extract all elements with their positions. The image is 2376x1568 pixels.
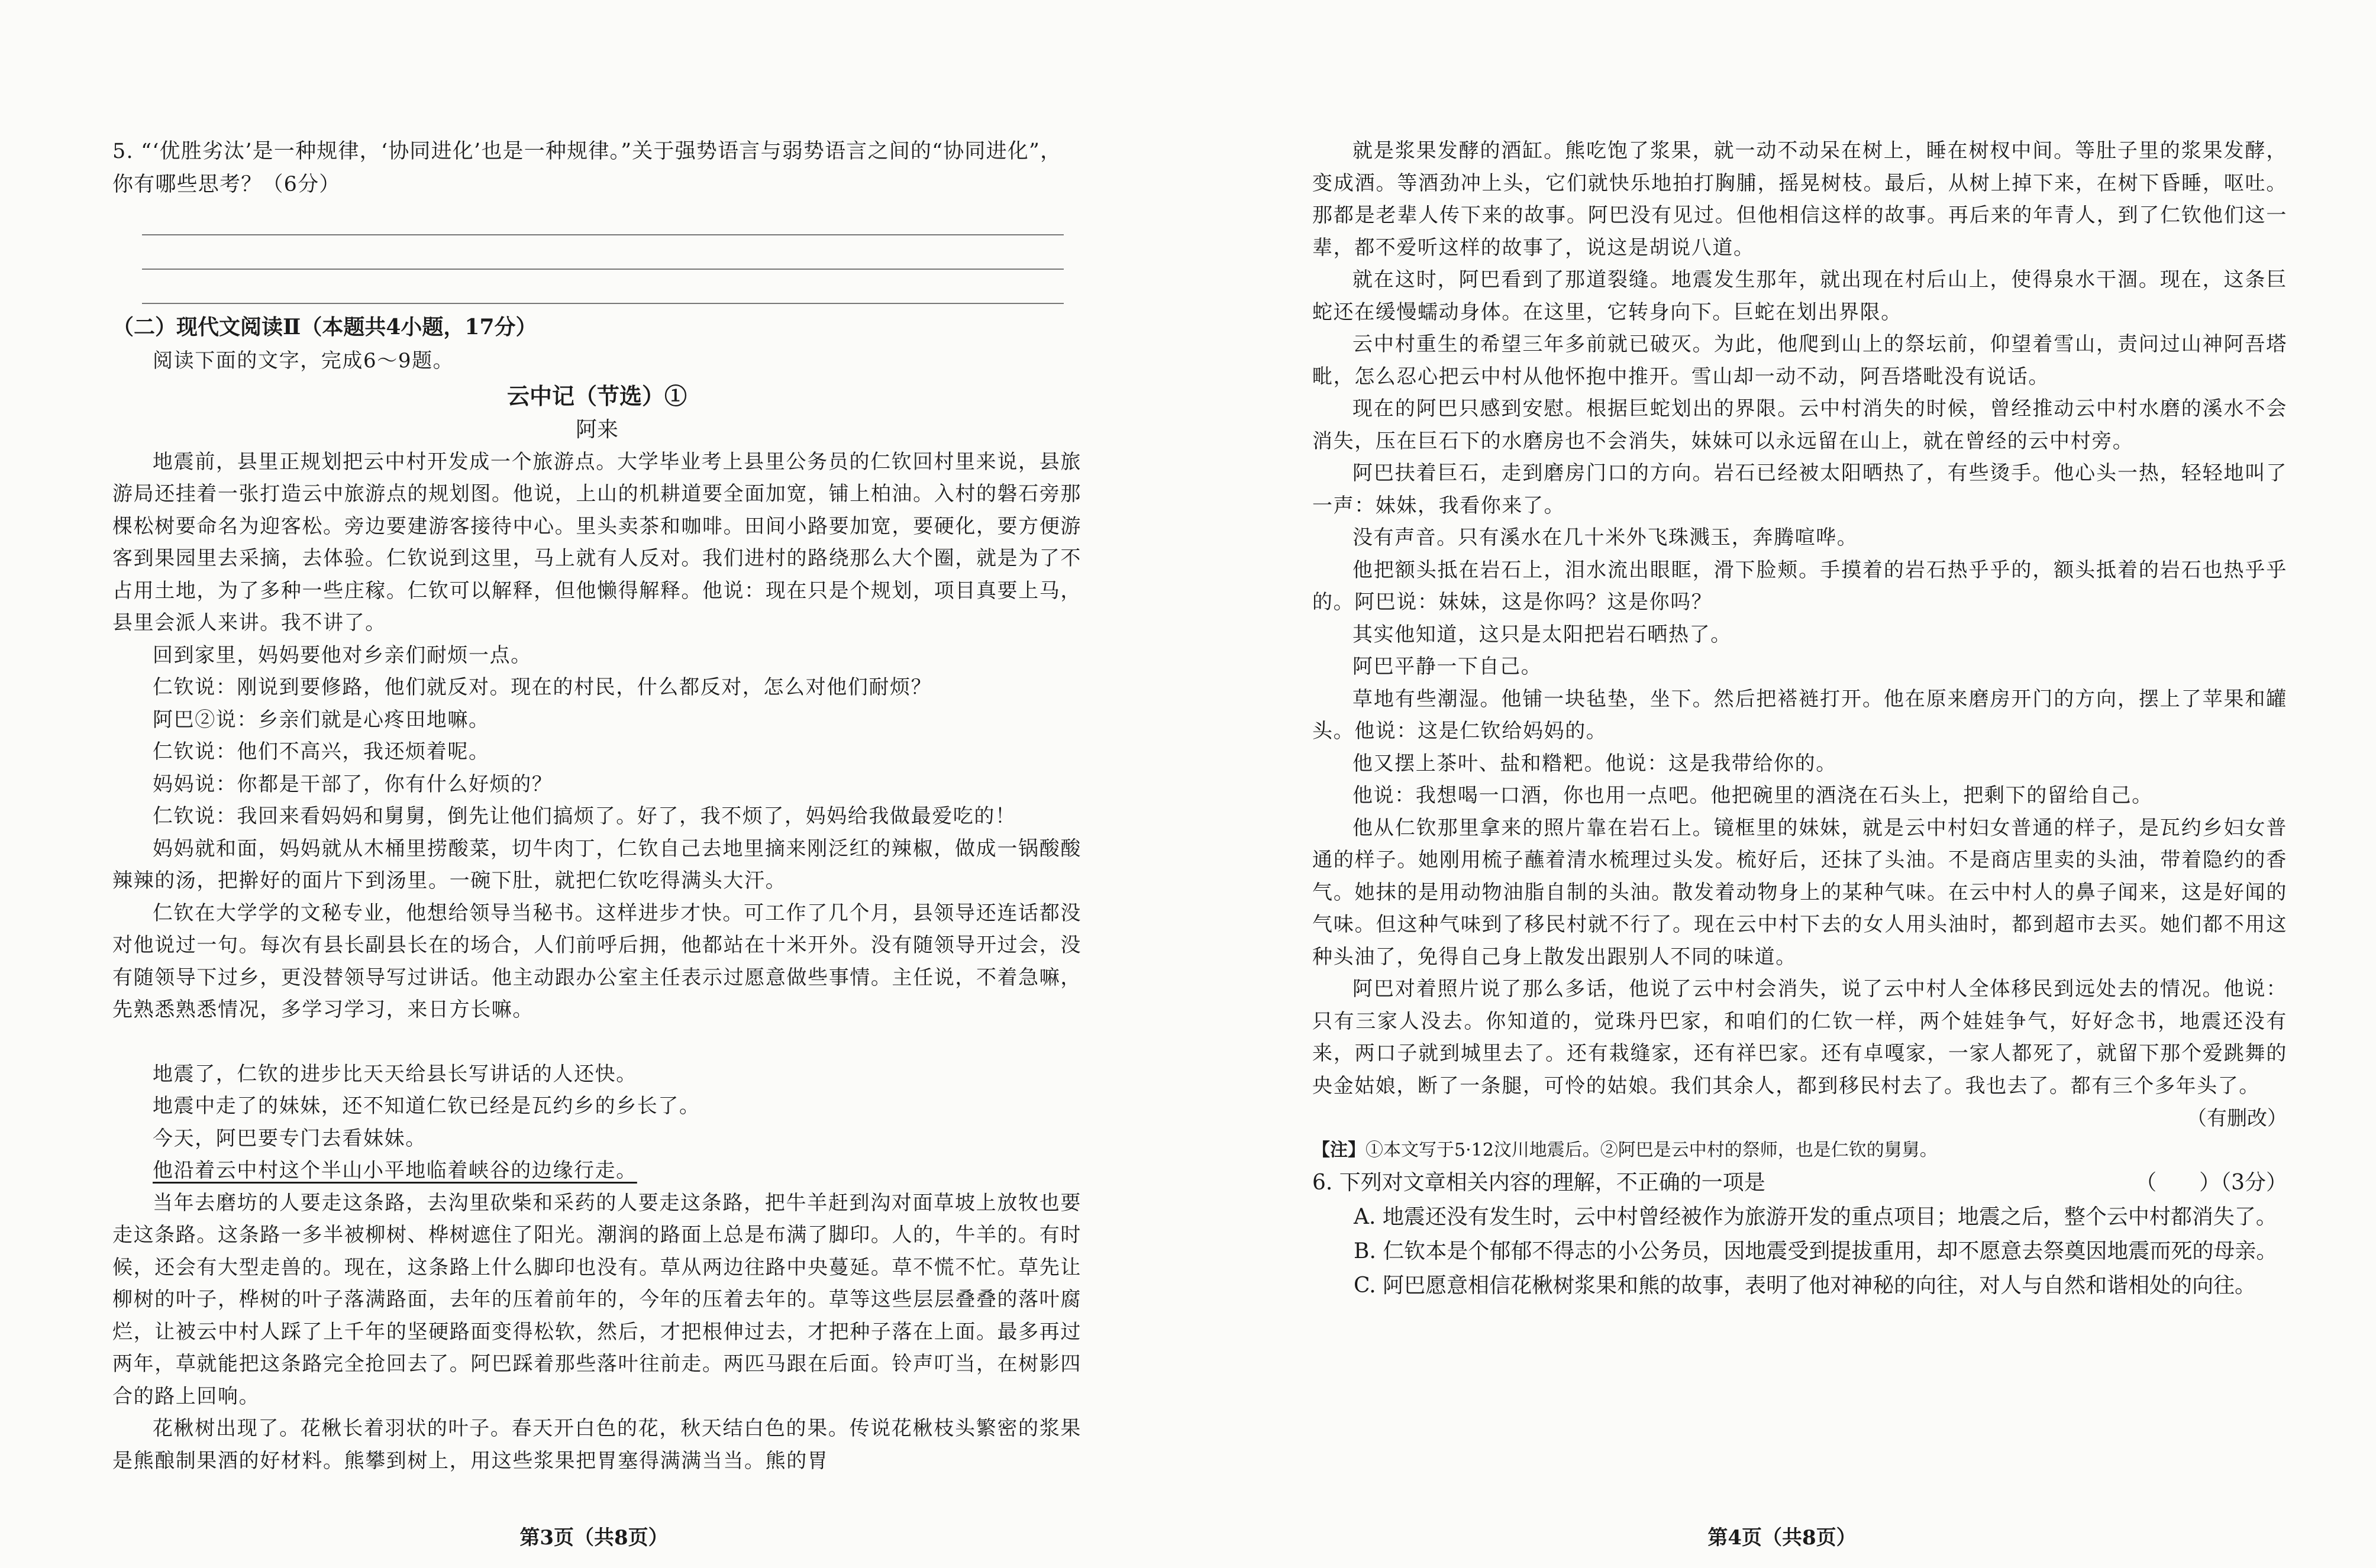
paragraph: 妈妈说：你都是干部了，你有什么好烦的？ — [153, 772, 553, 796]
paragraph: 阿巴对着照片说了那么多话，他说了云中村会消失，说了云中村人全体移民到远处去的情况。他说：只有三家人没去。你知道的，觉珠丹巴家，和咱们的仁钦一样，两个娃娃争气，好好念书，地震还没有来，两口子就到城里去了。还有栽缝家，还有祥巴家。还有卓嘎家，一家人都死了，就留下那个爱跳舞的央金姑娘，断了一条腿，可怜的姑娘。我们其余人，都到移民村去了。我也去了。都有三个多年头了。 — [1312, 977, 2287, 1098]
question-5: 5. “‘优胜劣汰’是一种规律，‘协同进化’也是一种规律。”关于强势语言与弱势语言之间的“协同进化”，你有哪些思考？（6分） — [112, 140, 1062, 196]
paragraph: 地震中走了的妹妹，还不知道仁钦已经是瓦约乡的乡长了。 — [153, 1094, 700, 1118]
page-footer-right: 第4页（共8页） — [1707, 1526, 1857, 1550]
question-6 — [1312, 1166, 2287, 1200]
paragraph: 仁钦在大学学的文秘专业，他想给领导当秘书。这样进步才快。可工作了几个月，县领导还连话都没对他说过一句。每次有县长副县长在的场合，人们前呼后拥，他都站在十米开外。没有随领导开过会，没有随领导下过乡，更没替领导写过讲话。他主动跟办公室主任表示过愿意做些事情。主任说，不着急嘛，先熟悉熟悉情况，多学习学习，来日方长嘛。 — [112, 901, 1082, 1021]
paragraph: 仁钦说：刚说到要修路，他们就反对。现在的村民，什么都反对，怎么对他们耐烦？ — [153, 675, 932, 699]
options-list — [1312, 1200, 2287, 1303]
footnote: 【注】①本文写于5·12汶川地震后。②阿巴是云中村的祭师，也是仁钦的舅舅。 — [1312, 1140, 1938, 1160]
paragraph: 他又摆上茶叶、盐和糌粑。他说：这是我带给你的。 — [1352, 751, 1837, 775]
passage-body-continued — [1312, 135, 2287, 1102]
paragraph: 仁钦说：他们不高兴，我还烦着呢。 — [153, 740, 490, 764]
paragraph: 他把额头抵在岩石上，泪水流出眼眶，滑下脸颊。手摸着的岩石热乎乎的，额头抵着的岩石也热乎乎的。阿巴说：妹妹，这是你吗？这是你吗？ — [1312, 558, 2287, 614]
paragraph: 现在的阿巴只感到安慰。根据巨蛇划出的界限。云中村消失的时候，曾经推动云中村水磨的溪水不会消失，压在巨石下的水磨房也不会消失，妹妹可以永远留在山上，就在曾经的云中村旁。 — [1312, 397, 2287, 453]
paragraph: 当年去磨坊的人要走这条路，去沟里砍柴和采药的人要走这条路，把牛羊赶到沟对面草坡上放牧也要走这条路。这条路一多半被柳树、桦树遮住了阳光。潮润的路面上总是布满了脚印。人的，牛羊的。有时候，还会有大型走兽的。现在，这条路上什么脚印也没有。草从两边往路中央蔓延。草不慌不忙。草先让柳树的叶子，桦树的叶子落满路面，去年的压着前年的，今年的压着去年的。草等这些层层叠叠的落叶腐烂，让被云中村人踩了上千年的坚硬路面变得松软，然后，才把根伸过去，才把种子落在上面。最多再过两年，草就能把这条路完全抢回去了。阿巴踩着那些落叶往前走。两匹马跟在后面。铃声叮当，在树影四合的路上回响。 — [112, 1191, 1082, 1408]
paragraph: 回到家里，妈妈要他对乡亲们耐烦一点。 — [153, 643, 532, 667]
paragraph: 他说：我想喝一口酒，你也用一点吧。他把碗里的酒浇在石头上，把剩下的留给自己。 — [1352, 784, 2153, 807]
paragraph — [112, 1155, 1082, 1187]
question-6-score: （ ）（3分） — [2135, 1171, 2287, 1195]
paragraph: 没有声音。只有溪水在几十米外飞珠溅玉，奔腾喧哗。 — [1352, 526, 1858, 549]
answer-option: B. 仁钦本是个郁郁不得志的小公务员，因地震受到提拔重用，却不愿意去祭奠因地震而死的母亲。 — [1354, 1239, 2278, 1263]
paragraph: 仁钦说：我回来看妈妈和舅舅，倒先让他们搞烦了。好了，我不烦了，妈妈给我做最爱吃的！ — [153, 804, 1016, 828]
passage-title: 云中记（节选）① — [506, 382, 687, 409]
paragraph: 阿巴扶着巨石，走到磨房门口的方向。岩石已经被太阳晒热了，有些烫手。他心头一热，轻轻地叫了一声：妹妹，我看你来了。 — [1312, 461, 2287, 518]
paragraph: 就是浆果发酵的酒缸。熊吃饱了浆果，就一动不动呆在树上，睡在树杈中间。等肚子里的浆果发酵，变成酒。等酒劲冲上头，它们就快乐地拍打胸脯，摇晃树枝。最后，从树上掉下来，在树下昏睡，呕吐。那都是老辈人传下来的故事。阿巴没有见过。但他相信这样的故事。再后来的年青人，到了仁钦他们这一辈，都不爱听这样的故事了，说这是胡说八道。 — [1312, 139, 2287, 260]
section-heading: （二）现代文阅读Ⅱ（本题共4小题，17分） — [112, 315, 537, 340]
instruction: 阅读下面的文字，完成6～9题。 — [153, 349, 454, 373]
paragraph: 他从仁钦那里拿来的照片靠在岩石上。镜框里的妹妹，就是云中村妇女普通的样子，是瓦约乡妇女普通的样子。她刚用梳子蘸着清水梳理过头发。梳好后，还抹了头油。不是商店里卖的头油，带着隐约的香气。她抹的是用动物油脂自制的头油。散发着动物身上的某种气味。在云中村人的鼻子闻来，这是好闻的气味。但这种气味到了移民村就不行了。现在云中村下去的女人用头油时，都到超市去买。她们都不用这种头油了，免得自己身上散发出跟别人不同的味道。 — [1312, 816, 2287, 969]
answer-line-2[interactable] — [142, 235, 1064, 270]
passage-body — [112, 446, 1082, 1026]
answer-option: A. 地震还没有发生时，云中村曾经被作为旅游开发的重点项目；地震之后，整个云中村都消失了。 — [1354, 1205, 2277, 1229]
paragraph: 妈妈就和面，妈妈就从木桶里捞酸菜，切牛肉丁，仁钦自己去地里摘来刚泛红的辣椒，做成一锅酸酸辣辣的汤，把擀好的面片下到汤里。一碗下肚，就把仁钦吃得满头大汗。 — [112, 836, 1082, 893]
question-6-text: 6. 下列对文章相关内容的理解，不正确的一项是 — [1312, 1171, 1765, 1195]
paragraph: 其实他知道，这只是太阳把岩石晒热了。 — [1352, 622, 1732, 646]
answer-line-3[interactable] — [142, 270, 1064, 304]
paragraph: 阿巴平静一下自己。 — [1352, 655, 1542, 678]
page-footer-left: 第3页（共8页） — [519, 1526, 669, 1550]
underlined-sentence: 他沿着云中村这个半山小平地临着峡谷的边缘行走。 — [153, 1159, 637, 1182]
right-page — [1188, 0, 2376, 1568]
paragraph: 花楸树出现了。花楸长着羽状的叶子。春天开白色的花，秋天结白色的果。传说花楸枝头繁密的浆果是熊酿制果酒的好材料。熊攀到树上，用这些浆果把胃塞得满满当当。熊的胃 — [112, 1417, 1082, 1473]
passage-author: 阿来 — [575, 417, 618, 442]
paragraph: 阿巴②说：乡亲们就是心疼田地嘛。 — [153, 707, 490, 732]
paragraph: 就在这时，阿巴看到了那道裂缝。地震发生那年，就出现在村后山上，使得泉水干涸。现在，这条巨蛇还在缓慢蠕动身体。在这里，它转身向下。巨蛇在划出界限。 — [1312, 268, 2287, 324]
passage-body-2 — [112, 1058, 1082, 1478]
source-note: （有删改） — [2187, 1107, 2287, 1130]
answer-line-1[interactable] — [142, 201, 1064, 235]
answer-option: C. 阿巴愿意相信花楸树浆果和熊的故事，表明了他对神秘的向往，对人与自然和谐相处的向往。 — [1354, 1273, 2256, 1298]
paragraph: 地震了，仁钦的进步比天天给县长写讲话的人还快。 — [153, 1062, 637, 1086]
paragraph: 云中村重生的希望三年多前就已破灭。为此，他爬到山上的祭坛前，仰望着雪山，责问过山神阿吾塔毗，怎么忍心把云中村从他怀抱中推开。雪山却一动不动，阿吾塔毗没有说话。 — [1312, 332, 2287, 389]
paragraph: 今天，阿巴要专门去看妹妹。 — [153, 1126, 427, 1150]
paragraph: 草地有些潮湿。他铺一块毡垫，坐下。然后把褡裢打开。他在原来磨房开门的方向，摆上了苹果和罐头。他说：这是仁钦给妈妈的。 — [1312, 687, 2287, 743]
paragraph: 地震前，县里正规划把云中村开发成一个旅游点。大学毕业考上县里公务员的仁钦回村里来说，县旅游局还挂着一张打造云中旅游点的规划图。他说，上山的机耕道要全面加宽，铺上柏油。入村的磐石旁那棵松树要命名为迎客松。旁边要建游客接待中心。里头卖茶和咖啡。田间小路要加宽，要硬化，要方便游客到果园里去采摘，去体验。仁钦说到这里，马上就有人反对。我们进村的路绕那么大个圈，就是为了不占用土地，为了多种一些庄稼。仁钦可以解释，但他懒得解释。他说：现在只是个规划，项目真要上马，县里会派人来讲。我不讲了。 — [112, 450, 1082, 635]
